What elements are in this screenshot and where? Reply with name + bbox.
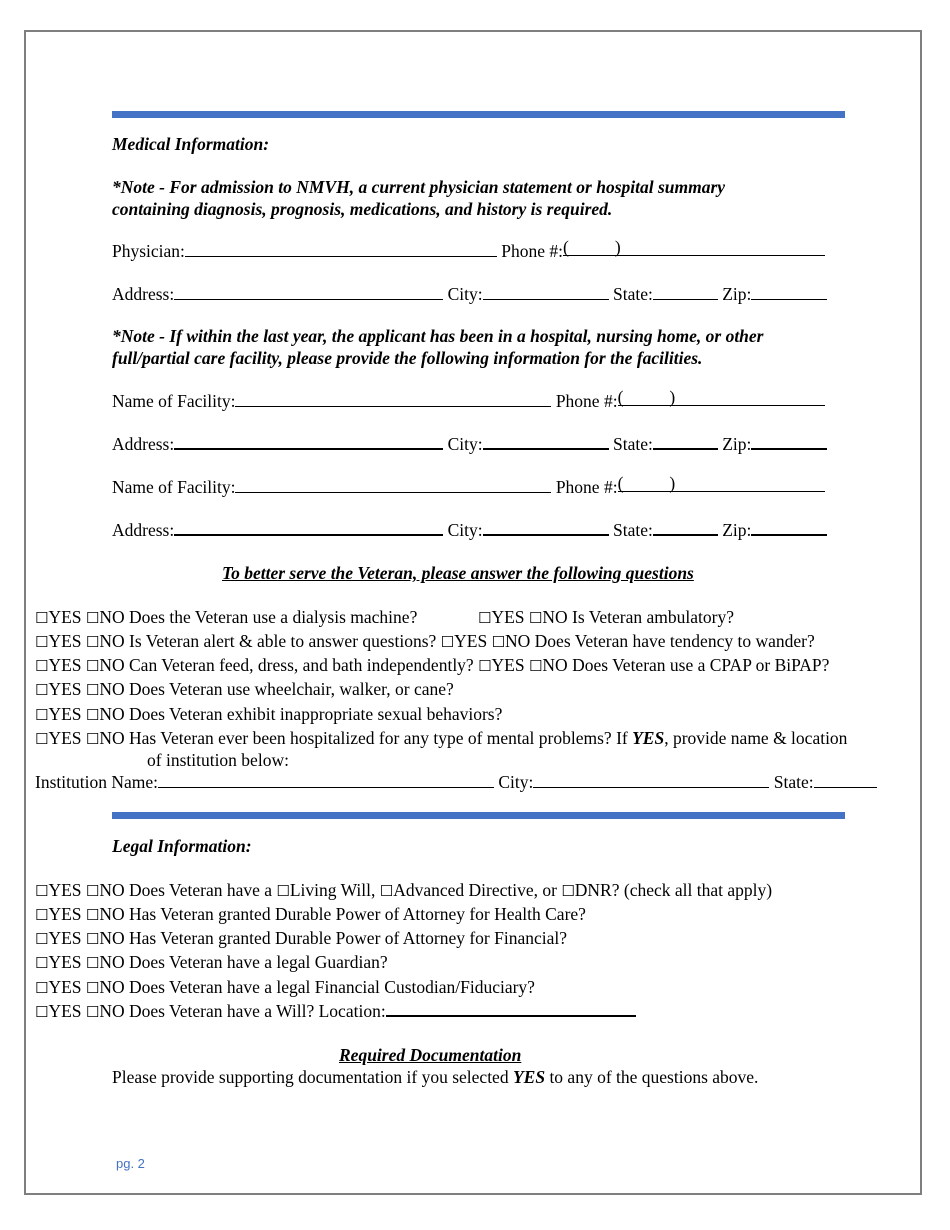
yes-label: YES <box>491 655 525 675</box>
legal-row-6 <box>35 1001 636 1022</box>
no-label: NO <box>505 631 531 651</box>
yes-label: YES <box>491 607 525 627</box>
institution-row <box>35 772 877 793</box>
yes-label: YES <box>48 880 82 900</box>
legal-row-4 <box>35 952 388 973</box>
yes-label: YES <box>48 728 82 748</box>
no-checkbox[interactable]: ☐ <box>491 633 506 651</box>
legal-will: Does Veteran have a Will? Location: <box>129 1001 386 1021</box>
facility1-address-field[interactable] <box>174 434 443 450</box>
institution-name-field[interactable] <box>158 773 494 788</box>
question-dialysis: Does the Veteran use a dialysis machine? <box>129 607 418 627</box>
yes-checkbox[interactable]: ☐ <box>35 906 49 924</box>
no-label: NO <box>99 904 125 924</box>
medical-note1-line1: *Note - For admission to NMVH, a current physician statement or hospital summary <box>112 177 726 197</box>
no-checkbox[interactable]: ☐ <box>85 930 100 948</box>
yes-checkbox[interactable]: ☐ <box>35 657 49 675</box>
legal-heading: Legal Information: <box>112 836 252 856</box>
zip-label: Zip: <box>722 520 752 540</box>
no-checkbox[interactable]: ☐ <box>85 681 100 699</box>
required-heading: Required Documentation <box>339 1045 522 1065</box>
facility-label: Name of Facility: <box>112 391 236 411</box>
yes-checkbox[interactable]: ☐ <box>35 954 49 972</box>
facility1-zip-field[interactable] <box>751 434 827 450</box>
no-checkbox[interactable]: ☐ <box>528 609 543 627</box>
question-row-6 <box>35 728 847 749</box>
address-label: Address: <box>112 520 175 540</box>
no-label: NO <box>99 928 125 948</box>
yes-checkbox[interactable]: ☐ <box>35 730 49 748</box>
question-mental-pre: Has Veteran ever been hospitalized for any type of mental problems? If <box>129 728 633 748</box>
living-will-label: Living Will, <box>289 880 376 900</box>
living-will-checkbox[interactable]: ☐ <box>276 882 290 900</box>
no-checkbox[interactable]: ☐ <box>85 979 100 997</box>
facility2-row <box>112 473 825 498</box>
physician-zip-field[interactable] <box>751 285 827 300</box>
question-row-1 <box>35 607 417 628</box>
required-text-pre: Please provide supporting documentation if you selected <box>112 1067 513 1087</box>
yes-label: YES <box>48 1001 82 1021</box>
zip-label: Zip: <box>722 284 752 304</box>
will-location-field[interactable] <box>386 1001 636 1017</box>
state-label: State: <box>612 284 653 304</box>
no-checkbox[interactable]: ☐ <box>85 906 100 924</box>
facility2-name-field[interactable] <box>235 478 551 493</box>
facility-phone-label: Phone #: <box>555 477 618 497</box>
physician-address-row <box>112 284 827 305</box>
yes-label: YES <box>48 631 82 651</box>
no-label: NO <box>99 977 125 997</box>
facility1-state-field[interactable] <box>653 434 718 450</box>
state-label: State: <box>612 434 653 454</box>
question-alert: Is Veteran alert & able to answer questions? <box>129 631 437 651</box>
facility-label: Name of Facility: <box>112 477 236 497</box>
zip-label: Zip: <box>722 434 752 454</box>
yes-label: YES <box>48 655 82 675</box>
state-label: State: <box>612 520 653 540</box>
legal-poa-financial: Has Veteran granted Durable Power of Attorney for Financial? <box>129 928 568 948</box>
yes-checkbox[interactable]: ☐ <box>35 882 49 900</box>
legal-row-5 <box>35 977 535 998</box>
question-feed-dress: Can Veteran feed, dress, and bath independently? <box>129 655 474 675</box>
question-mental-yes: YES <box>632 728 665 748</box>
question-ambulatory: Is Veteran ambulatory? <box>572 607 734 627</box>
physician-phone-label: Phone #: <box>501 241 564 261</box>
facility1-name-field[interactable] <box>235 392 551 407</box>
no-label: NO <box>99 1001 125 1021</box>
yes-label: YES <box>48 952 82 972</box>
yes-label: YES <box>48 607 82 627</box>
dnr-label: DNR? (check all that apply) <box>574 880 773 900</box>
no-label: NO <box>99 655 125 675</box>
no-checkbox[interactable]: ☐ <box>85 633 100 651</box>
physician-address-field[interactable] <box>174 285 443 300</box>
medical-note1-line2: containing diagnosis, prognosis, medications, and history is required. <box>112 199 613 219</box>
no-label: NO <box>99 704 125 724</box>
question-row-2 <box>35 631 815 652</box>
yes-checkbox[interactable]: ☐ <box>35 979 49 997</box>
institution-state-label: State: <box>773 772 814 792</box>
section-divider-legal <box>112 812 845 819</box>
institution-city-field[interactable] <box>533 773 769 788</box>
question-behaviors: Does Veteran exhibit inappropriate sexual behaviors? <box>129 704 503 724</box>
facility1-phone-field[interactable]: ( ) <box>618 391 825 406</box>
address-label: Address: <box>112 284 175 304</box>
physician-row <box>112 237 825 262</box>
no-checkbox[interactable]: ☐ <box>528 657 543 675</box>
institution-label: Institution Name: <box>35 772 158 792</box>
institution-city-label: City: <box>498 772 534 792</box>
yes-label: YES <box>454 631 488 651</box>
no-checkbox[interactable]: ☐ <box>85 954 100 972</box>
legal-guardian: Does Veteran have a legal Guardian? <box>129 952 388 972</box>
legal-row-3 <box>35 928 567 949</box>
yes-label: YES <box>48 704 82 724</box>
question-cpap: Does Veteran use a CPAP or BiPAP? <box>572 655 830 675</box>
legal-custodian: Does Veteran have a legal Financial Custodian/Fiduciary? <box>129 977 535 997</box>
no-label: NO <box>99 631 125 651</box>
yes-label: YES <box>48 904 82 924</box>
advanced-directive-checkbox[interactable]: ☐ <box>379 882 394 900</box>
no-label: NO <box>99 952 125 972</box>
question-row-1b <box>478 607 734 628</box>
no-checkbox[interactable]: ☐ <box>85 609 100 627</box>
required-text <box>112 1067 758 1088</box>
legal-row-2 <box>35 904 586 925</box>
physician-phone-field[interactable]: ( ) <box>563 241 825 256</box>
facility2-address-row <box>112 520 827 541</box>
yes-checkbox[interactable]: ☐ <box>35 1003 49 1021</box>
physician-field[interactable] <box>185 242 497 257</box>
question-row-5 <box>35 704 502 725</box>
question-row-4 <box>35 679 454 700</box>
yes-checkbox[interactable]: ☐ <box>478 657 492 675</box>
yes-checkbox[interactable]: ☐ <box>35 706 49 724</box>
yes-checkbox[interactable]: ☐ <box>440 633 455 651</box>
question-wander: Does Veteran have tendency to wander? <box>534 631 815 651</box>
question-wheelchair: Does Veteran use wheelchair, walker, or cane? <box>129 679 454 699</box>
facility2-zip-field[interactable] <box>751 520 827 536</box>
no-label: NO <box>542 655 568 675</box>
no-checkbox[interactable]: ☐ <box>85 1003 100 1021</box>
no-checkbox[interactable]: ☐ <box>85 882 100 900</box>
no-label: NO <box>99 880 125 900</box>
question-row-3 <box>35 655 829 676</box>
yes-checkbox[interactable]: ☐ <box>478 609 492 627</box>
legal-row-1 <box>35 880 772 901</box>
city-label: City: <box>447 434 483 454</box>
question-mental-post: , provide name & location <box>664 728 848 748</box>
yes-checkbox[interactable]: ☐ <box>35 609 49 627</box>
no-label: NO <box>99 607 125 627</box>
facility2-phone-field[interactable]: ( ) <box>618 477 825 492</box>
legal-docs-question: Does Veteran have a <box>129 880 277 900</box>
section-divider-top <box>112 111 845 118</box>
yes-checkbox[interactable]: ☐ <box>35 930 49 948</box>
question-row-6-line2: of institution below: <box>147 750 289 770</box>
facility2-city-field[interactable] <box>483 520 609 536</box>
city-label: City: <box>447 284 483 304</box>
required-text-yes: YES <box>512 1067 546 1087</box>
legal-poa-health: Has Veteran granted Durable Power of Attorney for Health Care? <box>129 904 586 924</box>
facility2-state-field[interactable] <box>653 520 718 536</box>
dnr-checkbox[interactable]: ☐ <box>561 882 575 900</box>
facility2-address-field[interactable] <box>174 520 443 536</box>
yes-label: YES <box>48 977 82 997</box>
facility1-city-field[interactable] <box>483 434 609 450</box>
facility1-address-row <box>112 434 827 455</box>
no-checkbox[interactable]: ☐ <box>85 730 100 748</box>
medical-note2-line1: *Note - If within the last year, the applicant has been in a hospital, nursing home, or other <box>112 326 764 346</box>
institution-state-field[interactable] <box>814 773 877 788</box>
questions-heading: To better serve the Veteran, please answer the following questions <box>222 563 694 583</box>
physician-city-field[interactable] <box>483 285 609 300</box>
address-label: Address: <box>112 434 175 454</box>
medical-heading: Medical Information: <box>112 134 270 154</box>
yes-checkbox[interactable]: ☐ <box>35 633 49 651</box>
city-label: City: <box>447 520 483 540</box>
facility1-row <box>112 387 825 412</box>
physician-label: Physician: <box>112 241 185 261</box>
no-label: NO <box>542 607 568 627</box>
advanced-directive-label: Advanced Directive, or <box>393 880 557 900</box>
page-number: pg. 2 <box>116 1156 145 1171</box>
required-text-post: to any of the questions above. <box>545 1067 759 1087</box>
no-checkbox[interactable]: ☐ <box>85 657 100 675</box>
facility-phone-label: Phone #: <box>555 391 618 411</box>
yes-label: YES <box>48 928 82 948</box>
yes-label: YES <box>48 679 82 699</box>
medical-note2-line2: full/partial care facility, please provide the following information for the facilities. <box>112 348 703 368</box>
yes-checkbox[interactable]: ☐ <box>35 681 49 699</box>
no-label: NO <box>99 679 125 699</box>
physician-state-field[interactable] <box>653 285 718 300</box>
no-label: NO <box>99 728 125 748</box>
no-checkbox[interactable]: ☐ <box>85 706 100 724</box>
